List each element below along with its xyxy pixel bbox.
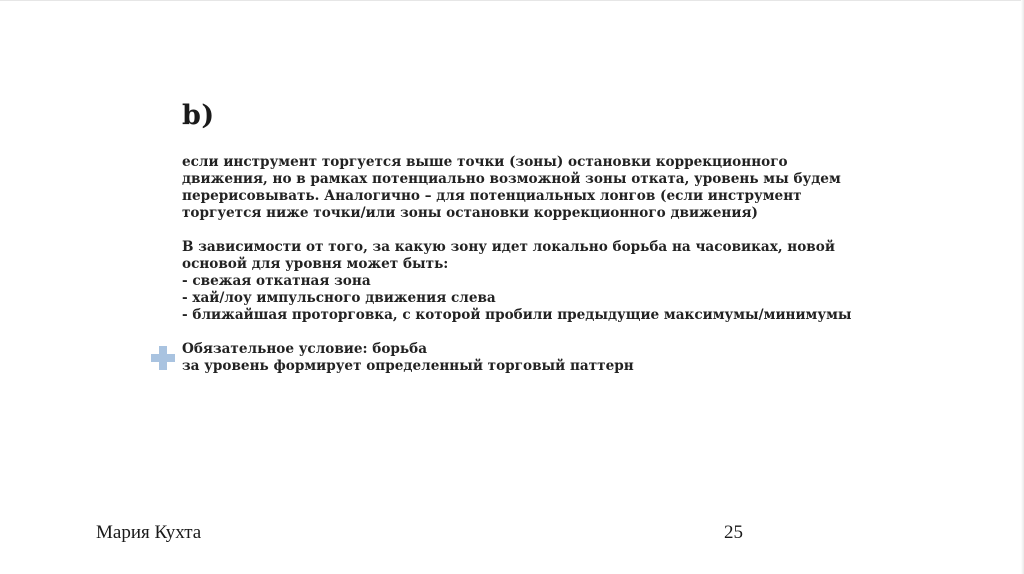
- paragraph-2: [182, 239, 862, 273]
- slide-body: [182, 154, 862, 375]
- paragraph-1-line: торгуется ниже точки/или зоны остановки коррекционного движения): [182, 205, 758, 221]
- note-line: Обязательное условие: борьба: [182, 341, 428, 357]
- level-basis-list: [182, 273, 862, 324]
- paragraph-1-line: движения, но в рамках потенциально возможной зоны отката, уровень мы будем: [182, 171, 841, 187]
- list-item: - хай/лоу импульсного движения слева: [182, 290, 496, 306]
- paragraph-1-line: перерисовывать. Аналогично – для потенциальных лонгов (если инструмент: [182, 188, 802, 204]
- list-item: - ближайшая проторговка, с которой пробили предыдущие максимумы/минимумы: [182, 307, 852, 323]
- list-item: - свежая откатная зона: [182, 273, 371, 289]
- top-edge-line: [0, 0, 1024, 1]
- page-number: 25: [724, 522, 743, 543]
- paragraph-2-line: В зависимости от того, за какую зону идет локально борьба на часовиках, новой: [182, 239, 835, 255]
- paragraph-1-line: если инструмент торгуется выше точки (зоны) остановки коррекционного: [182, 154, 788, 170]
- paragraph-2-line: основой для уровня может быть:: [182, 256, 449, 272]
- footer-author: Мария Кухта: [96, 522, 202, 543]
- note-line: за уровень формирует определенный торговый паттерн: [182, 358, 634, 374]
- plus-icon: [151, 346, 175, 370]
- paragraph-1: [182, 154, 862, 222]
- condition-note: [182, 341, 862, 375]
- slide-heading: b): [182, 100, 215, 131]
